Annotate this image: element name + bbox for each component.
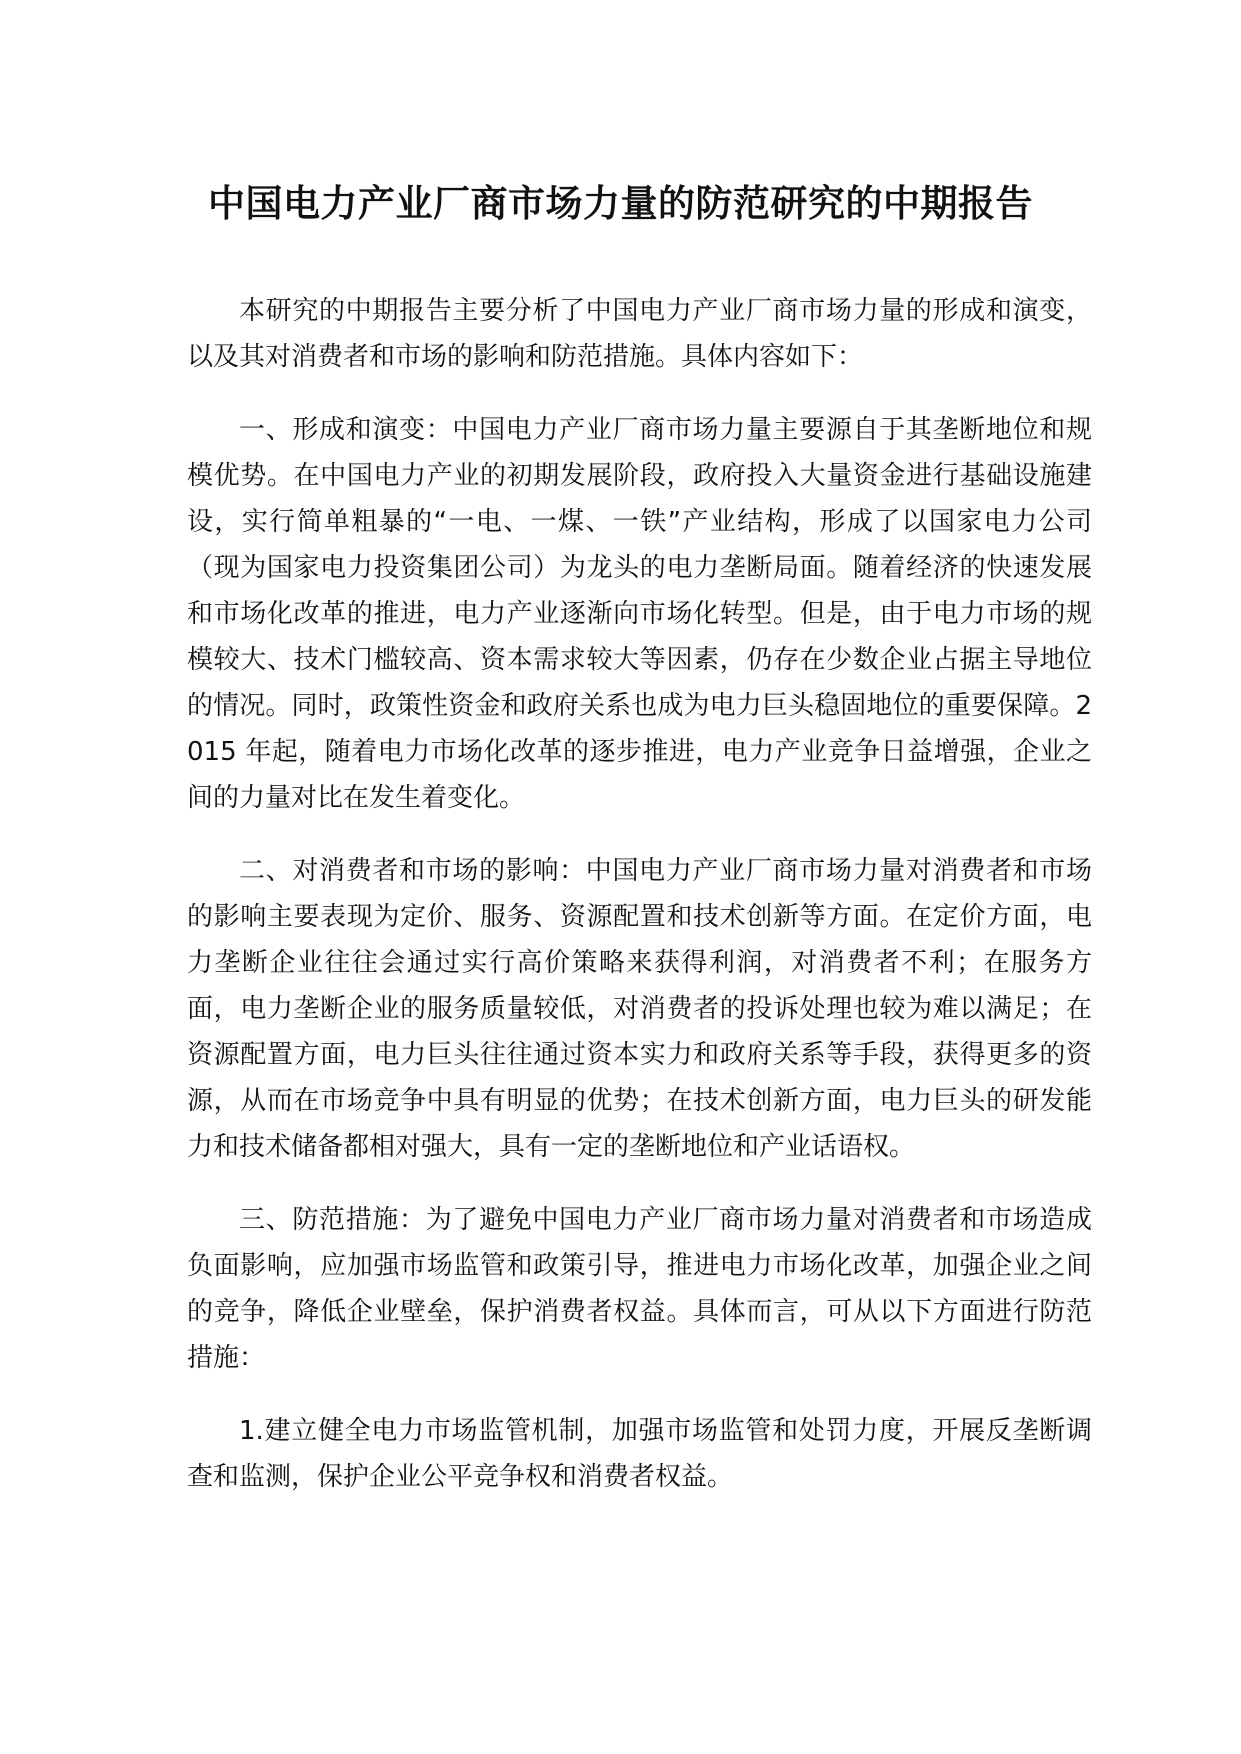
document-body: [187, 288, 1092, 1527]
paragraph-impact: 二、对消费者和市场的影响：中国电力产业厂商市场力量对消费者和市场的影响主要表现为定价、服务、资源配置和技术创新等方面。在定价方面，电力垄断企业往往会通过实行高价策略来获得利润，对消费者不利；在服务方面，电力垄断企业的服务质量较低，对消费者的投诉处理也较为难以满足；在资源配置方面，电力巨头往往通过资本实力和政府关系等手段，获得更多的资源，从而在市场竞争中具有明显的优势；在技术创新方面，电力巨头的研发能力和技术储备都相对强大，具有一定的垄断地位和产业话语权。: [187, 856, 1092, 1162]
paragraph-formation: 一、形成和演变：中国电力产业厂商市场力量主要源自于其垄断地位和规模优势。在中国电力产业的初期发展阶段，政府投入大量资金进行基础设施建设，实行简单粗暴的“一电、一煤、一铁”产业结构，形成了以国家电力公司（现为国家电力投资集团公司）为龙头的电力垄断局面。随着经济的快速发展和市场化改革的推进，电力产业逐渐向市场化转型。但是，由于电力市场的规模较大、技术门槛较高、资本需求较大等因素，仍存在少数企业占据主导地位的情况。同时，政策性资金和政府关系也成为电力巨头稳固地位的重要保障。2015 年起，随着电力市场化改革的逐步推进，电力产业竞争日益增强，企业之间的力量对比在发生着变化。: [187, 415, 1092, 813]
paragraph-measure-1: 1.建立健全电力市场监管机制，加强市场监管和处罚力度，开展反垄断调查和监测，保护企业公平竞争权和消费者权益。: [187, 1416, 1092, 1492]
paragraph-intro: 本研究的中期报告主要分析了中国电力产业厂商市场力量的形成和演变，以及其对消费者和市场的影响和防范措施。具体内容如下：: [187, 296, 1092, 372]
document-title: 中国电力产业厂商市场力量的防范研究的中期报告: [208, 182, 1033, 225]
paragraph-measures: 三、防范措施：为了避免中国电力产业厂商市场力量对消费者和市场造成负面影响，应加强市场监管和政策引导，推进电力市场化改革，加强企业之间的竞争，降低企业壁垒，保护消费者权益。具体而言，可从以下方面进行防范措施：: [187, 1205, 1092, 1373]
